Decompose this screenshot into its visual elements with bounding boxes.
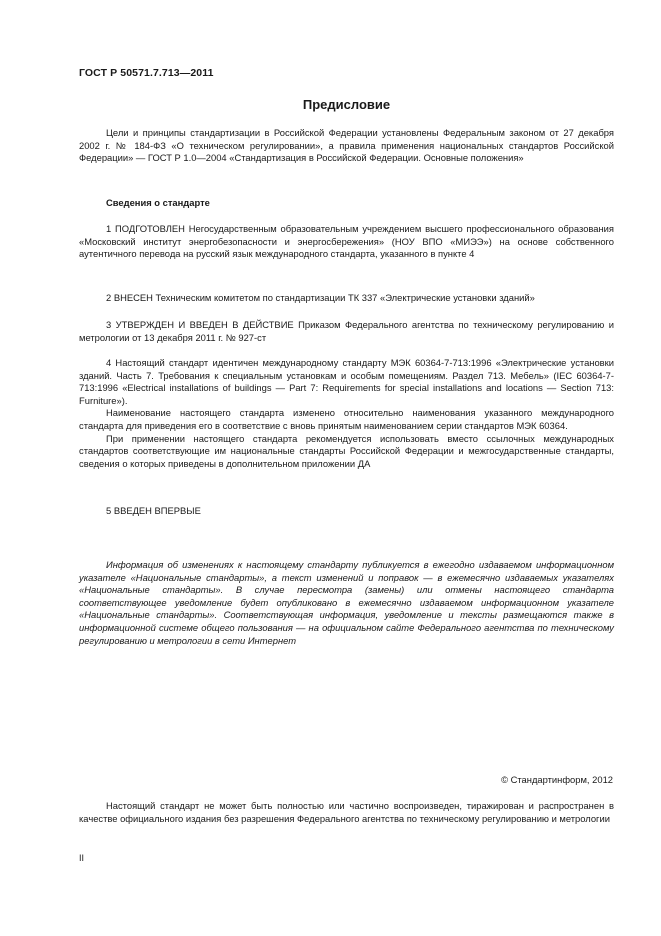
item-4 (79, 357, 614, 470)
copyright: © Стандартинформ, 2012 (501, 774, 613, 785)
notice-block (79, 800, 614, 825)
info-block (79, 559, 614, 647)
section-subtitle: Сведения о стандарте (106, 197, 210, 208)
item-1 (79, 223, 614, 261)
item-2 (79, 292, 614, 305)
info-paragraph: Информация об изменениях к настоящему стандарту публикуется в ежегодно издаваемом информационном указателе «Национальные стандарты», а текст изменений и поправок — в ежемесячно издаваемых указателях «Национальные стандарты». В случае пересмотра (замены) или отмены настоящего стандарта соответствующее уведомление будет опубликовано в ежемесячно издаваемом информационном указателе «Национальные стандарты». Соответствующая информация, уведомление и тексты размещаются также в информационной системе общего пользования — на официальном сайте Федерального агентства по техническому регулированию и метрологии в сети Интернет (79, 559, 614, 646)
notice-paragraph: Настоящий стандарт не может быть полностью или частично воспроизведен, тиражирован и распространен в качестве официального издания без разрешения Федерального агентства по техническому регулированию и метрологии (79, 800, 614, 824)
intro-block (79, 127, 614, 165)
document-header: ГОСТ Р 50571.7.713—2011 (79, 67, 214, 79)
page-title: Предисловие (302, 97, 391, 112)
item-2-paragraph: 2 ВНЕСЕН Техническим комитетом по стандартизации ТК 337 «Электрические установки зданий» (106, 292, 535, 303)
item-5 (79, 505, 614, 518)
item-1-paragraph: 1 ПОДГОТОВЛЕН Негосударственным образовательным учреждением высшего профессионального образования «Московский институт энергобезопасности и энергосбережения» (НОУ ВПО «МИЭЭ») на основе собственного аутентичного перевода на русский язык международного стандарта, указанного в пункте 4 (79, 223, 614, 260)
intro-paragraph: Цели и принципы стандартизации в Российской Федерации установлены Федеральным законом от 27 декабря 2002 г. № 184-ФЗ «О техническом регулировании», а правила применения национальных стандартов Российской Федерации» — ГОСТ Р 1.0—2004 «Стандартизация в Российской Федерации. Основные положения» (79, 127, 614, 164)
item-3-paragraph: 3 УТВЕРЖДЕН И ВВЕДЕН В ДЕЙСТВИЕ Приказом Федерального агентства по техническому регулированию и метрологии от 13 декабря 2011 г. № 927-ст (79, 319, 614, 343)
page-number: II (79, 853, 85, 863)
item-4-references-paragraph: При применении настоящего стандарта рекомендуется использовать вместо ссылочных международных стандартов соответствующие им национальные стандарты Российской Федерации и межгосударственные стандарты, сведения о которых приведены в дополнительном приложении ДА (79, 432, 614, 469)
item-4-paragraph: 4 Настоящий стандарт идентичен международному стандарту МЭК 60364-7-713:1996 «Электрические установки зданий. Часть 7. Требования к специальным установкам и особым помещениям. Раздел 713. Мебель» (IEC 60364-7-713:1996 «Electrical installations of buildings — Part 7: Requirements for special installations and locations — Section 713: Furniture»). (79, 357, 614, 406)
item-3 (79, 319, 614, 344)
item-4-rename-paragraph: Наименование настоящего стандарта изменено относительно наименования указанного международного стандарта для приведения его в соответствие с вновь принятым наименованием серии стандартов МЭК 60364. (79, 407, 614, 431)
item-5-paragraph: 5 ВВЕДЕН ВПЕРВЫЕ (106, 505, 201, 516)
